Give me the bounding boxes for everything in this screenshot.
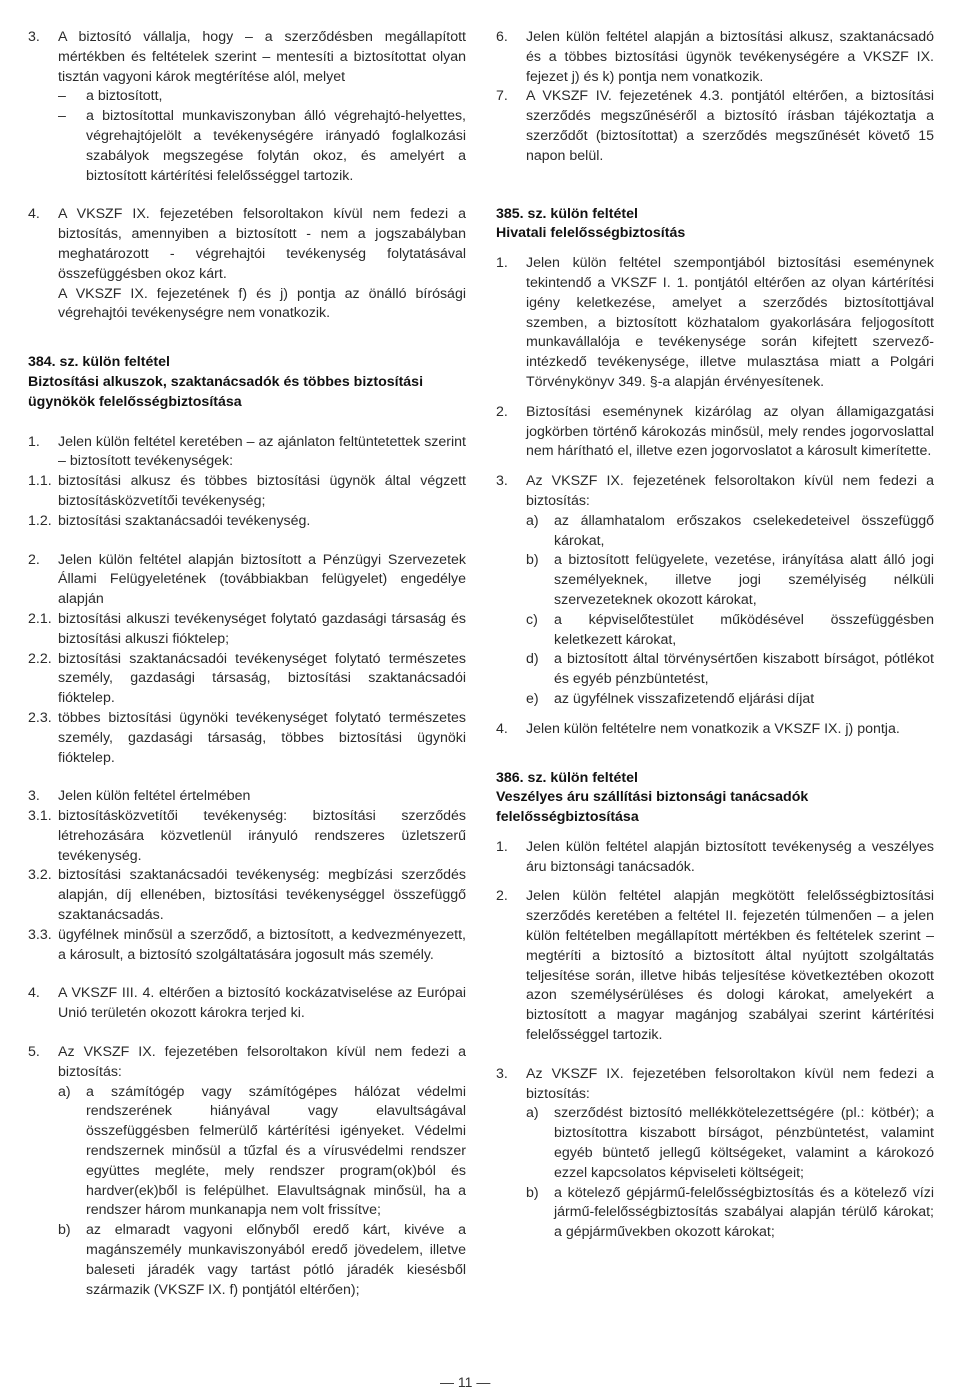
r6: 6. Jelen külön feltétel alapján a biztosítási alkusz, szaktanácsadó és a többes biztosítási ügynök tevékenységére a VKSZF IX. fejezet j) és k) pontja nem vonatkozik. — [496, 29, 934, 85]
c2-1: 2.1. biztosítási alkuszi tevékenységet folytató gazdasági társaság és biztosítási alkuszi fióktelep; — [28, 610, 466, 647]
clause-4-b: A VKSZF IX. fejezetének f) és j) pontja az önálló bírósági végrehajtói tevékenységre nem vonatkozik. — [58, 285, 466, 322]
c2: 2. Jelen külön feltétel alapján biztosított a Pénzügyi Szervezetek Állami Felügyeletének (továbbiakban felügyelet) engedélye alapján — [28, 551, 466, 608]
e1: 1. Jelen külön feltétel alapján biztosított tevékenység a veszélyes áru biztonsági tanácsadók. — [496, 838, 934, 875]
section-385-title: Hivatali felelősségbiztosítás — [496, 225, 686, 242]
d3-c: c) a képviselőtestület működésével összefüggésben keletkezett károkat, — [526, 611, 934, 648]
right-column — [496, 28, 934, 1243]
c1: 1. Jelen külön feltétel keretében – az ajánlaton feltüntetettek szerint – biztosított tevékenységek: — [28, 433, 466, 470]
e2: 2. Jelen külön feltétel alapján megkötött felelősségbiztosítási szerződés keretében a feltétel II. fejezetén túlmenően – a jelen külön feltételben megállapított mértékben és feltételek szerint – megtéríti a biztosító a biztosított által nyújtott szolgáltatás teljesítése során, illetve hibás teljesítése következtében okozott azon személysérüléses és dologi károkat, amelyekért a biztosított a magyar magánjog szabályai szerint kártérítési felelősséggel tartozik. — [496, 888, 934, 1044]
e3: 3. Az VKSZF IX. fejezetében felsoroltakon kívül nem fedezi a biztosítás: — [496, 1065, 934, 1102]
e3-a: a) szerződést biztosító mellékkötelezettségére (pl.: kötbér); a biztosítottra kiszabott bírságot, pénzbüntetést, valamint egyéb büntető jellegű költségeket, valamint a károkozó ezzel kapcsolatos képviseleti költségeit; — [526, 1105, 934, 1181]
section-384-number: 384. sz. külön feltétel — [28, 354, 170, 371]
e3-b: b) a kötelező gépjármű-felelősségbiztosítás és a kötelező vízi jármű-felelősségbiztosítás szabályai alapján térülő károkat; a gépjárművekben okozott károkat; — [526, 1184, 934, 1241]
clause-3-dash-1: – a biztosított, — [58, 88, 163, 105]
page-number: — 11 — — [440, 1374, 491, 1390]
c3-2: 3.2. biztosítási szaktanácsadói tevékenység: megbízási szerződés alapján, díj ellenében, biztosítási tevékenységgel összefüggő szaktanácsadás. — [28, 867, 466, 924]
c3-3: 3.3. ügyfélnek minősül a szerződő, a biztosított, a kedvezményezett, a károsult, a biztosító szolgáltatására jogosult más személy. — [28, 926, 466, 963]
c1-1: 1.1. biztosítási alkusz és többes biztosítási ügynök által végzett biztosításközvetítői tevékenység; — [28, 473, 466, 509]
d3-a: a) az államhatalom erőszakos cselekedeteivel összefüggő károkat, — [526, 512, 934, 549]
d1: 1. Jelen külön feltétel szempontjából biztosítási eseménynek tekintendő a VKSZF I. 1. pontjától eltérően az olyan kártérítési igény keletkezése, amelyet a szerződés biztosítottjával szemben, a biztosított közhatalom gyakorlására feljogosított munkavállalója e tevékenysége során kifejtett szervező-intézkedő tevékenysége, illetve mulasztása miatt a Polgári Törvénykönyv 349. §-a alapján érvényesítenek. — [496, 255, 934, 390]
c4: 4. A VKSZF III. 4. eltérően a biztosító kockázatviselése az Európai Unió területén okozott károkra terjed ki. — [28, 985, 466, 1022]
left-column — [28, 28, 466, 1300]
section-386-title: Veszélyes áru szállítási biztonsági tanácsadók felelősségbiztosítása — [496, 789, 809, 826]
section-384-title: Biztosítási alkuszok, szaktanácsadók és többes biztosítási ügynökök felelősségbiztosítása — [28, 373, 424, 410]
clause-3: 3. A biztosító vállalja, hogy – a szerződésben megállapított mértékben és feltételek szerint – mentesíti a biztosítottat olyan tisztán vagyoni károk megtérítése alól, melyet — [28, 29, 466, 85]
c5-a: a) a számítógép vagy számítógépes hálózat védelmi rendszerének hiányával vagy elavultságával összefüggésben felmerülő kártérítési igényeket. Védelmi rendszernek minősül a tűzfal és a vírusvédelmi rendszer együttes megléte, mely rendszer program(ok)ból és hardver(ek)ből is felépülhet. Elavultságnak minősül, ha a rendszer három munkanapja nem volt frissítve; — [58, 1083, 466, 1219]
c3-1: 3.1. biztosításközvetítői tevékenység: biztosítási szerződés létrehozására közvetlenül irányuló rendszeres üzletszerű tevékenység. — [28, 808, 466, 864]
c1-2: 1.2. biztosítási szaktanácsadói tevékenység. — [28, 512, 311, 529]
c3: 3. Jelen külön feltétel értelmében — [28, 788, 251, 805]
clause-4: 4. A VKSZF IX. fejezetében felsoroltakon kívül nem fedezi a biztosítás, amennyiben a biztosított - nem a jogszabályban meghatározott - végrehajtói tevékenység folytatásával összefüggésben okoz kárt. — [28, 206, 466, 282]
section-386-number: 386. sz. külön feltétel — [496, 769, 638, 786]
section-385-number: 385. sz. külön feltétel — [496, 205, 638, 222]
c2-3: 2.3. többes biztosítási ügynöki tevékenységet folytató természetes személy, gazdasági társaság, többes biztosítási ügynöki fióktelep. — [28, 709, 466, 766]
clause-3-intro: A biztosító vállalja, hogy – a szerződésben megállapított mértékben és feltételek szerint – mentesíti a biztosítottat olyan tisztán vagyoni károk megtérítése alól, melyet — [58, 29, 466, 85]
r7: 7. A VKSZF IV. fejezetének 4.3. pontjától eltérően, a biztosítási szerződés megszűnéséről a biztosító írásban tájékoztatja a szerződőt (biztosítottat) a szerződés megszűnését követő 15 napon belül. — [496, 88, 934, 164]
d3-d: d) a biztosított által törvénysértően kiszabott bírságot, pótlékot és egyéb pénzbüntetést, — [526, 651, 934, 688]
clause-3-dash-2: – a biztosítottal munkaviszonyban álló végrehajtó-helyettes, végrehajtójelölt a tevékenységére irányadó foglalkozási szabályok megszegése folytán okoz, és amelyért a biztosított kártérítési felelősséggel tartozik. — [58, 108, 466, 184]
c5-b: b) az elmaradt vagyoni előnyből eredő kárt, kivéve a magánszemély munkaviszonyából eredő jövedelem, illetve baleseti járadék vagy tartást pótló járadék kiesésből származik (VKSZF IX. f) pontjától eltérően); — [58, 1222, 466, 1298]
d4: 4. Jelen külön feltételre nem vonatkozik a VKSZF IX. j) pontja. — [496, 720, 900, 737]
d3-b: b) a biztosított felügyelete, vezetése, irányítása alatt álló jogi személyeknek, illetve jogi személyiség nélküli szervezeteknek okozott károkat, — [526, 552, 934, 608]
c2-2: 2.2. biztosítási szaktanácsadói tevékenységet folytató természetes személy, gazdasági társaság, biztosítási szaktanácsadói fióktelep. — [28, 650, 466, 707]
d3-e: e) az ügyfélnek visszafizetendő eljárási díjat — [526, 690, 815, 707]
c5: 5. Az VKSZF IX. fejezetében felsoroltakon kívül nem fedezi a biztosítás: — [28, 1044, 466, 1080]
d2: 2. Biztosítási eseménynek kizárólag az olyan államigazgatási jogkörben történő károkozás minősül, mely rendes jogorvoslattal nem hárítható el, illetve ezen jogorvoslatot a károsult kimerítette. — [496, 403, 934, 460]
d3: 3. Az VKSZF IX. fejezetének felsoroltakon kívül nem fedezi a biztosítás: — [496, 473, 934, 509]
